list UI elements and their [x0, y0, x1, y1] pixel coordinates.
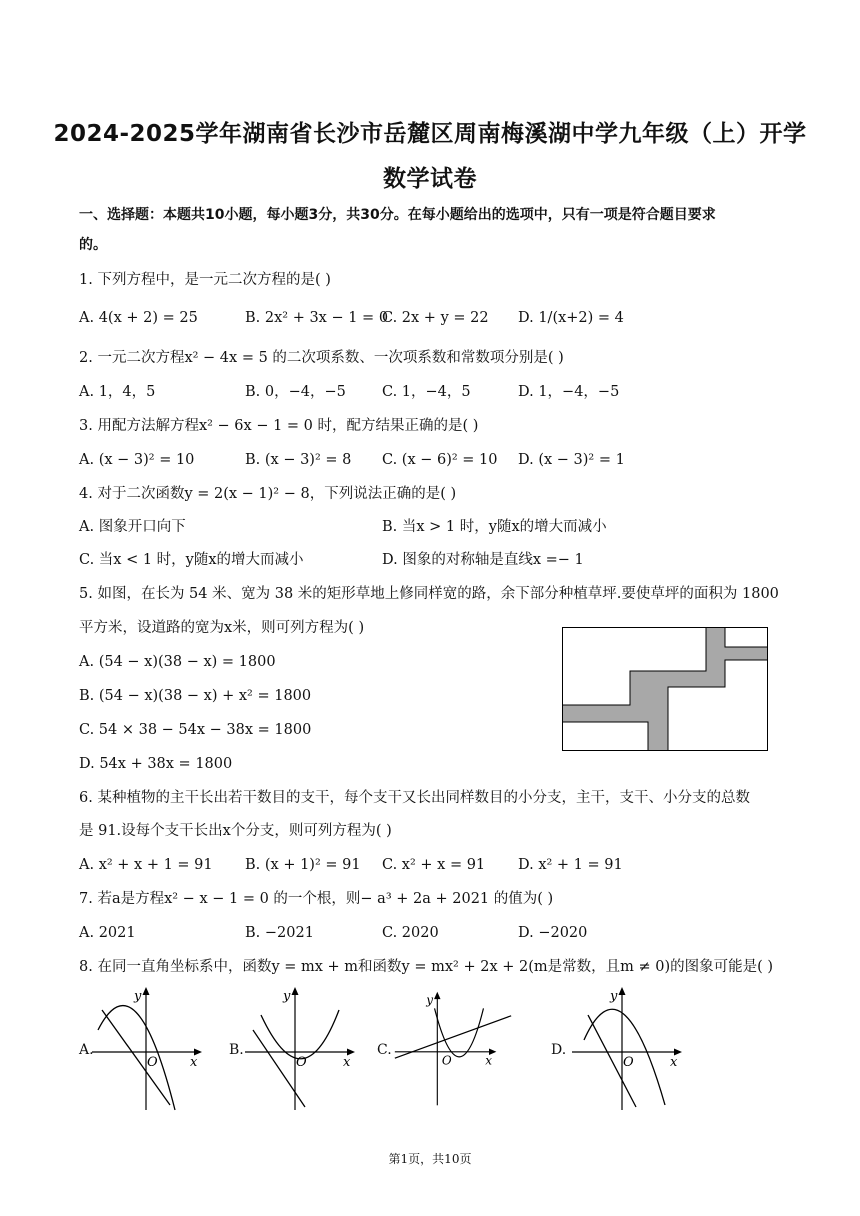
q8c-x-label: x	[485, 1053, 493, 1068]
q3-option-b: B. (x − 3)² = 8	[245, 452, 352, 468]
q2-option-b: B. 0，−4，−5	[245, 384, 346, 400]
q8-graph-c	[393, 985, 513, 1113]
q8b-origin-label: O	[296, 1055, 307, 1070]
q8b-y-label: y	[283, 989, 291, 1004]
q1-option-c: C. 2x + y = 22	[382, 310, 489, 326]
q5-option-d: D. 54x + 38x = 1800	[79, 756, 233, 772]
q7-option-d: D. −2020	[518, 925, 588, 941]
q8a-y-label: y	[134, 989, 142, 1004]
q8-option-d-label: D.	[551, 1042, 567, 1058]
question-6-stem-cont: 是 91.设每个支干长出x个分支，则可列方程为( )	[79, 823, 392, 839]
question-6-stem: 6. 某种植物的主干长出若干数目的支干，每个支干又长出同样数目的小分支，主干，支干、小分支的总数	[79, 790, 750, 806]
q5-option-c: C. 54 × 38 − 54x − 38x = 1800	[79, 722, 312, 738]
question-5-stem: 5. 如图，在长为 54 米、宽为 38 米的矩形草地上修同样宽的路，余下部分种植草坪.要使草坪的面积为 1800	[79, 586, 779, 602]
road-layout-figure	[562, 627, 768, 751]
question-7-stem: 7. 若a是方程x² − x − 1 = 0 的一个根，则− a³ + 2a + 2021 的值为( )	[79, 891, 554, 907]
q8-graph-a	[90, 985, 210, 1113]
q4-option-b: B. 当x > 1 时，y随x的增大而减小	[382, 519, 607, 535]
q7-option-c: C. 2020	[382, 925, 439, 941]
q4-option-d: D. 图象的对称轴是直线x =− 1	[382, 552, 584, 568]
q4-option-a: A. 图象开口向下	[79, 519, 186, 535]
q8a-x-label: x	[190, 1055, 198, 1070]
q8-graph-d	[570, 985, 690, 1113]
question-5-stem-cont: 平方米，设道路的宽为x米，则可列方程为( )	[79, 620, 365, 636]
q2-option-c: C. 1，−4，5	[382, 384, 471, 400]
exam-title-line1: 2024-2025学年湖南省长沙市岳麓区周南梅溪湖中学九年级（上）开学	[53, 121, 807, 147]
q8d-y-label: y	[610, 989, 618, 1004]
q8-option-c-label: C.	[377, 1042, 392, 1058]
q8c-origin-label: O	[441, 1053, 452, 1068]
q3-option-a: A. (x − 3)² = 10	[79, 452, 195, 468]
q1-option-b: B. 2x² + 3x − 1 = 0	[245, 310, 389, 326]
q8d-x-label: x	[670, 1055, 678, 1070]
q8-option-b-label: B.	[229, 1042, 244, 1058]
q5-option-a: A. (54 − x)(38 − x) = 1800	[79, 654, 276, 670]
section-header: 一、选择题：本题共10小题，每小题3分，共30分。在每小题给出的选项中，只有一项是符合题目要求	[79, 207, 716, 223]
q2-option-a: A. 1，4，5	[79, 384, 156, 400]
question-1-stem: 1. 下列方程中，是一元二次方程的是( )	[79, 272, 331, 288]
q7-option-a: A. 2021	[79, 925, 136, 941]
question-4-stem: 4. 对于二次函数y = 2(x − 1)² − 8，下列说法正确的是( )	[79, 486, 457, 502]
q1-option-d: D. 1/(x+2) = 4	[518, 310, 624, 326]
question-3-stem: 3. 用配方法解方程x² − 6x − 1 = 0 时，配方结果正确的是( )	[79, 418, 479, 434]
section-header-cont: 的。	[79, 237, 107, 253]
q7-option-b: B. −2021	[245, 925, 314, 941]
q8b-x-label: x	[343, 1055, 351, 1070]
question-8-stem: 8. 在同一直角坐标系中，函数y = mx + m和函数y = mx² + 2x + 2(m是常数，且m ≠ 0)的图象可能是( )	[79, 959, 774, 975]
q6-option-b: B. (x + 1)² = 91	[245, 857, 361, 873]
q8-option-a-label: A.	[79, 1042, 94, 1058]
q4-option-c: C. 当x < 1 时，y随x的增大而减小	[79, 552, 304, 568]
q6-option-d: D. x² + 1 = 91	[518, 857, 623, 873]
q8-graph-b	[243, 985, 363, 1113]
q8c-y-label: y	[426, 992, 434, 1007]
q2-option-d: D. 1，−4，−5	[518, 384, 620, 400]
page-footer: 第1页，共10页	[388, 1152, 472, 1166]
q1-option-a: A. 4(x + 2) = 25	[79, 310, 198, 326]
q3-option-c: C. (x − 6)² = 10	[382, 452, 498, 468]
q3-option-d: D. (x − 3)² = 1	[518, 452, 625, 468]
exam-title-line2: 数学试卷	[383, 166, 477, 192]
q6-option-c: C. x² + x = 91	[382, 857, 486, 873]
q8a-origin-label: O	[147, 1055, 158, 1070]
q5-option-b: B. (54 − x)(38 − x) + x² = 1800	[79, 688, 312, 704]
q6-option-a: A. x² + x + 1 = 91	[79, 857, 213, 873]
q8d-origin-label: O	[623, 1055, 634, 1070]
question-2-stem: 2. 一元二次方程x² − 4x = 5 的二次项系数、一次项系数和常数项分别是( )	[79, 350, 564, 366]
